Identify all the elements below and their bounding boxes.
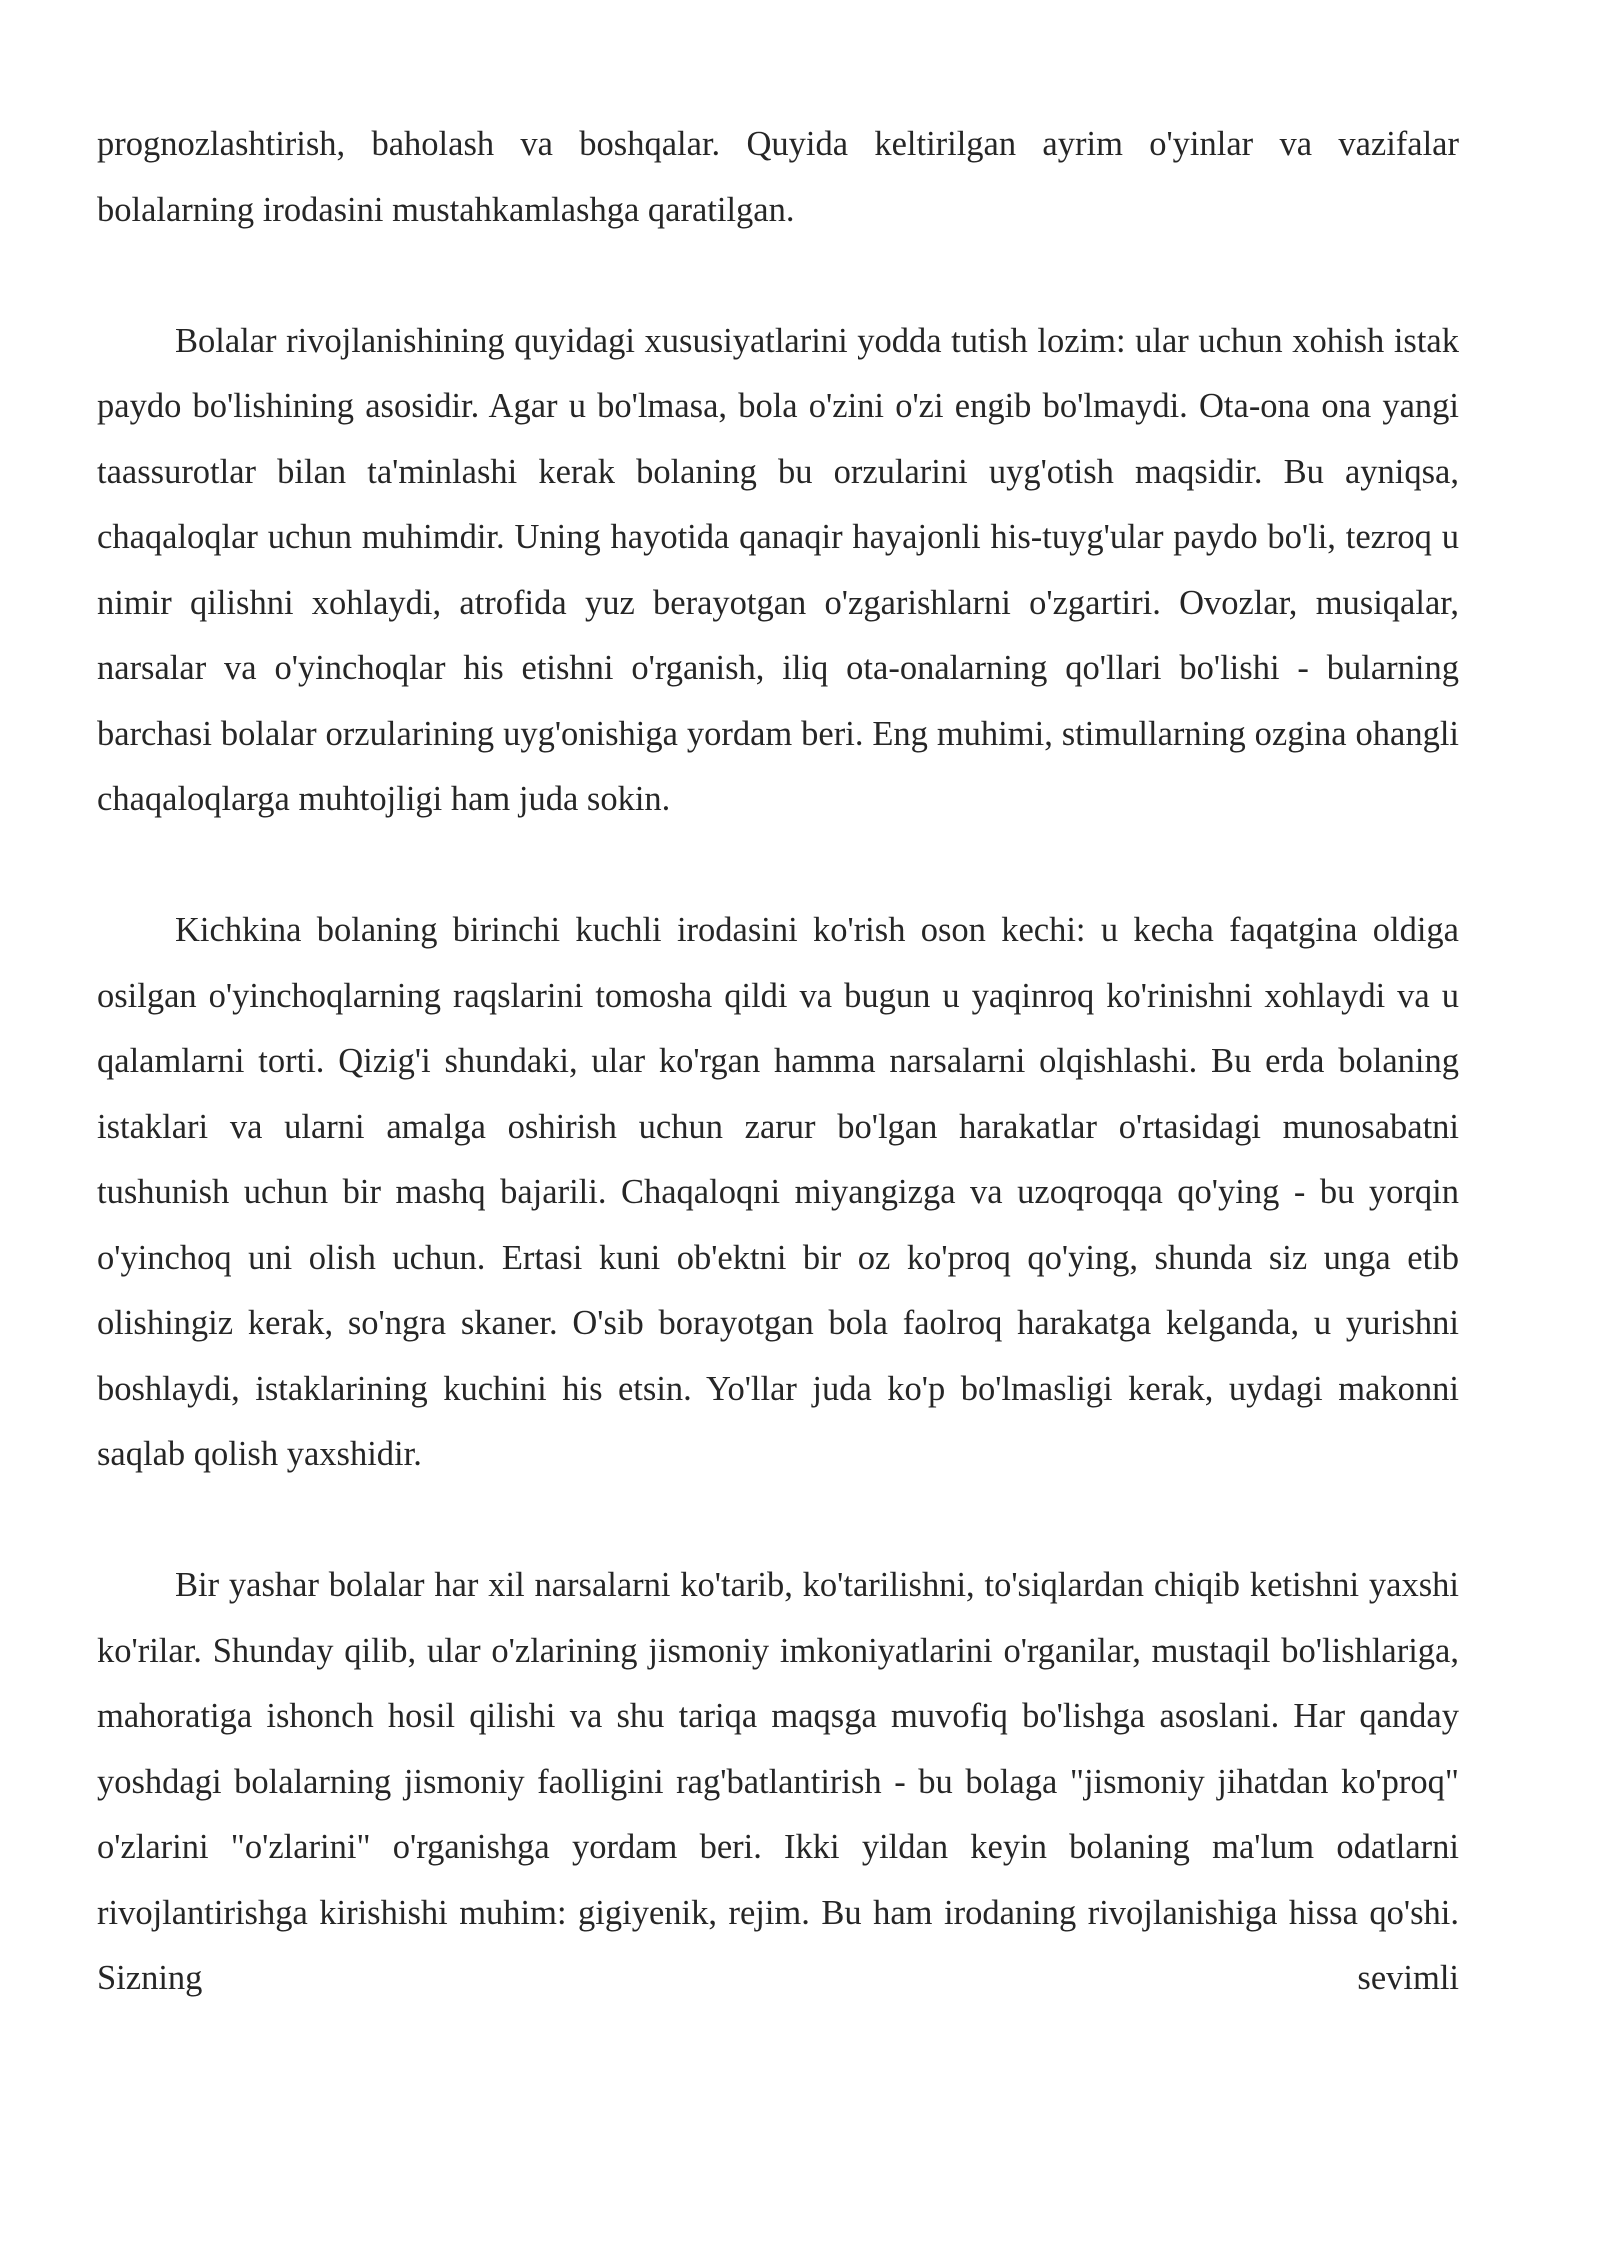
paragraph-one-year-olds: Bir yashar bolalar har xil narsalarni ko'tarib, ko'tarilishni, to'siqlardan chiqib ketishni yaxshi ko'rilar. Shunday qilib, ular o'zlarining jismoniy imkoniyatlarini o'rganilar, mustaqil bo'lishlariga, mahoratiga ishonch hosil qilishi va shu tariqa maqsga muvofiq bo'lishga asoslani. Har qanday yoshdagi bolalarning jismoniy faolligini rag'batlantirish - bu bolaga "jismoniy jihatdan ko'proq" o'zlarini "o'zlarini" o'rganishga yordam beri. Ikki yildan keyin bolaning ma'lum odatlarni rivojlantirishga kirishishi muhim: gigiyenik, rejim. Bu ham irodaning rivojlanishiga hissa qo'shi. Sizning sevimli: [97, 1566, 1459, 1997]
document-body: [97, 112, 1459, 2012]
paragraph-will-development: Bolalar rivojlanishining quyidagi xususiyatlarini yodda tutish lozim: ular uchun xohish istak paydo bo'lishining asosidir. Agar u bo'lmasa, bola o'zini o'zi engib bo'lmaydi. Ota-ona ona yangi taassurotlar bilan ta'minlashi kerak bolaning bu orzularini uyg'otish maqsidir. Bu ayniqsa, chaqaloqlar uchun muhimdir. Uning hayotida qanaqir hayajonli his-tuyg'ular paydo bo'li, tezroq u nimir qilishni xohlaydi, atrofida yuz berayotgan o'zgarishlarni o'zgartiri. Ovozlar, musiqalar, narsalar va o'yinchoqlar his etishni o'rganish, iliq ota-onalarning qo'llari bo'lishi - bularning barchasi bolalar orzularining uyg'onishiga yordam beri. Eng muhimi, stimullarning ozgina ohangli chaqaloqlarga muhtojligi ham juda sokin.: [97, 321, 1459, 818]
paragraph-first-will: Kichkina bolaning birinchi kuchli irodasini ko'rish oson kechi: u kecha faqatgina oldiga osilgan o'yinchoqlarning raqslarini tomosha qildi va bugun u yaqinroq ko'rinishni xohlaydi va u qalamlarni torti. Qizig'i shundaki, ular ko'rgan hamma narsalarni olqishlashi. Bu erda bolaning istaklari va ularni amalga oshirish uchun zarur bo'lgan harakatlar o'rtasidagi munosabatni tushunish uchun bir mashq bajarili. Chaqaloqni miyangizga va uzoqroqqa qo'ying - bu yorqin o'yinchoq uni olish uchun. Ertasi kuni ob'ektni bir oz ko'proq qo'ying, shunda siz unga etib olishingiz kerak, so'ngra skaner. O'sib borayotgan bola faolroq harakatga kelganda, u yurishni boshlaydi, istaklarining kuchini his etsin. Yo'llar juda ko'p bo'lmasligi kerak, uydagi makonni saqlab qolish yaxshidir.: [97, 911, 1459, 1473]
paragraph-continued: prognozlashtirish, baholash va boshqalar. Quyida keltirilgan ayrim o'yinlar va vazifalar bolalarning irodasini mustahkamlashga qaratilgan.: [97, 125, 1459, 229]
